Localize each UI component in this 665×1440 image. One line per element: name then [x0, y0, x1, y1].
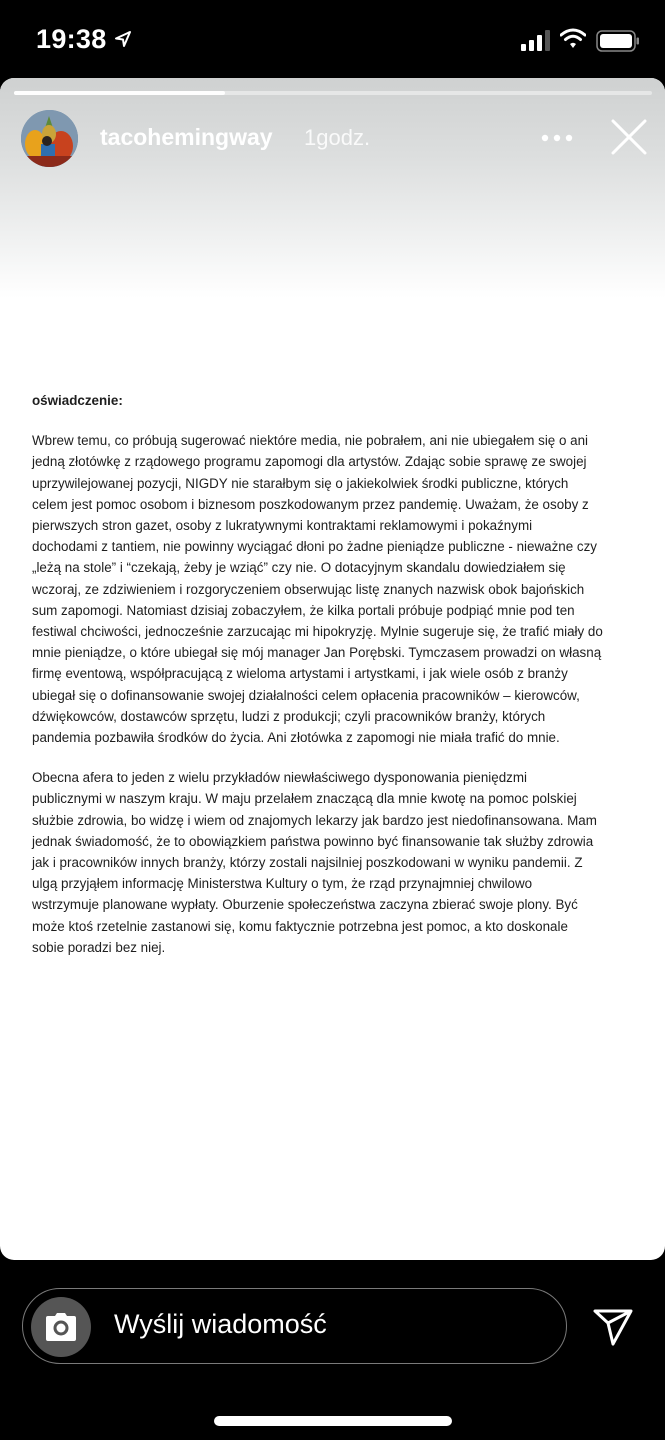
statement-document [32, 390, 632, 977]
close-icon[interactable] [610, 118, 648, 156]
battery-icon [596, 30, 640, 52]
avatar-image [21, 110, 78, 167]
message-input[interactable] [22, 1288, 567, 1364]
document-line: ulgą przyjąłem informację Ministerstwa Kultury o tym, że rząd przynajmniej chwilowo [32, 876, 533, 892]
document-line: uprzywilejowanej pozycji, NIGDY nie starałbym się o jakiekolwiek środki publiczne, których [32, 475, 569, 491]
home-indicator[interactable] [214, 1416, 452, 1426]
status-time: 19:38 [36, 24, 107, 54]
document-paragraph-1 [32, 430, 632, 748]
document-line: Wbrew temu, co próbują sugerować niektóre media, nie pobrałem, ani nie ubiegałem się o ani [32, 433, 589, 449]
document-line: festiwal chciwości, jednocześnie zarzucając mi hipokryzję. Mylnie sugeruje się, że trafić miały do [32, 624, 603, 640]
story-viewer[interactable] [0, 78, 665, 1260]
document-line: sum zapomogi. Natomiast dzisiaj zobaczyłem, że kilka portali próbuje podpiąć mnie pod ten [32, 602, 575, 618]
document-line: może ktoś rzetelnie zastanowi się, komu faktycznie potrzebna jest pomoc, a kto doskonale [32, 918, 568, 934]
document-line: dźwiękowców, dostawców sprzętu, ludzi z produkcji; czyli pracowników branży, których [32, 708, 546, 724]
story-progress-bar [14, 91, 652, 95]
document-line: jak i pracowników innych branży, którzy zostali najsilniej poszkodowani w wyniku pandemii. Z [32, 855, 583, 871]
document-line: sobie poradzi bez niej. [32, 939, 166, 955]
signal-icon [520, 30, 552, 52]
document-heading: oświadczenie: [32, 393, 123, 408]
camera-button[interactable] [31, 1297, 91, 1357]
status-bar [0, 0, 665, 80]
document-line: publicznymi w naszym kraju. W maju przelałem znaczącą dla mnie kwotę na pomoc polskiej [32, 791, 577, 807]
send-icon[interactable] [592, 1307, 634, 1347]
wifi-icon [560, 28, 586, 50]
document-line: jednak świadomość, że to obowiązkiem państwa powinno być finansowanie tak służby zdrowia [32, 833, 594, 849]
document-line: wstrzymuje planowane wypłaty. Oburzenie społeczeństwa zaczyna zbierać swoje plony. Być [32, 897, 578, 913]
more-icon[interactable] [540, 133, 574, 143]
story-header-shade [0, 78, 665, 298]
document-line: dochodami z tantiem, nie powinny wyciągać dłoni po żadne pieniądze publiczne - nieważne czy [32, 539, 597, 555]
document-line: pandemia pozbawiła środków do życia. Ani złotówka z zapomogi nie miała trafić do mnie. [32, 730, 560, 746]
reply-bar [0, 1260, 665, 1440]
document-line: służbie zdrowia, bo widzę i wiem od znajomych lekarzy jak bardzo jest niedofinansowana. Mam [32, 812, 597, 828]
document-paragraph-2 [32, 767, 632, 958]
document-line: ubiegał się o dofinansowanie swojej działalności celem opłacenia pracowników – kierowców, [32, 687, 580, 703]
story-timestamp: 1godz. [304, 125, 371, 150]
document-line: celem jest pomoc osobom i biznesom poszkodowanym przez pandemię. Uważam, że osoby z [32, 496, 589, 512]
document-line: firmę eventową, współpracującą z wieloma artystami i artystkami, i jak wiele osób z branży [32, 666, 568, 682]
story-username[interactable]: tacohemingway [100, 124, 273, 150]
document-line: pierwszych stron gazet, osoby z lukratywnymi kontraktami reklamowymi i pokaźnymi [32, 518, 533, 534]
document-line: „leżą na stole” i “czekają, żeby je wziąć” czy nie. O dotacyjnym skandalu dowiedziałem się [32, 560, 566, 576]
avatar[interactable] [21, 110, 78, 167]
document-line: wczoraj, ze zdziwieniem i rozgoryczeniem obserwując listę znanych nazwisk obok bajońskich [32, 581, 585, 597]
story-progress-fill [14, 91, 225, 95]
location-arrow-icon [113, 29, 133, 49]
camera-icon [45, 1312, 77, 1342]
document-line: mnie pieniądze, o które ubiegał się mój manager Jan Porębski. Tymczasem prowadzi on własną [32, 645, 602, 661]
document-line: jedną złotówkę z rządowego programu zapomogi dla artystów. Zdając sobie sprawę ze swojej [32, 454, 587, 470]
message-placeholder: Wyślij wiadomość [114, 1309, 327, 1339]
document-line: Obecna afera to jeden z wielu przykładów niewłaściwego dysponowania pieniędzmi [32, 770, 527, 786]
